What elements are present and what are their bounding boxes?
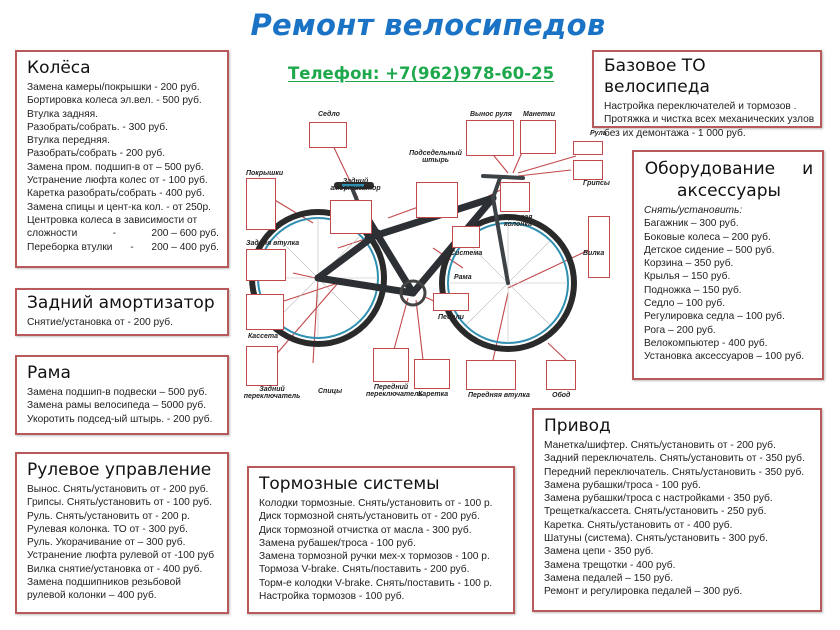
part-headset [500,182,530,212]
part-rim [546,360,576,390]
price-item: Диск тормозной отчистка от масла - 300 руб. [259,524,472,536]
price-item: без их демонтажа - 1 000 руб. [604,127,746,139]
label-headset: Рулевая колонка [503,214,533,228]
label-rear-derailleur: Задний переключатель [243,386,301,400]
label-saddle: Седло [318,111,340,118]
price-item: Торм-е колодки V-brake. Снять/поставить - 100 р. [259,577,493,589]
price-item: Снятие/установка от - 200 руб. [27,317,173,328]
section-wheels [15,50,229,268]
price-item: Замена спицы и цент-ка кол. - от 250р. [27,201,211,213]
price-item: Замена камеры/покрышки - 200 руб. [27,82,200,93]
price-item: Трещетка/кассета. Снять/установить - 250 руб. [544,506,767,518]
section-frame [15,355,229,435]
section-title: Задний амортизатор [27,293,215,313]
label-rim: Обод [552,392,571,399]
price-item: Замена подшип-в подвески – 500 руб. [27,387,208,398]
part-rear-derailleur [246,346,278,386]
price-item: Рога – 200 руб. [644,324,716,336]
price-item: Бортировка колеса эл.вел. - 500 руб. [27,95,202,107]
section-title: Колёса [27,58,91,78]
label-seatpost: Подседельный штырь [409,150,462,164]
label-rear-hub: Задняя втулка [246,240,300,247]
part-tires [246,178,276,230]
label-front-hub: Передняя втулка [468,392,530,399]
label-tires: Покрышки [246,170,284,177]
section-title: Тормозные системы [259,474,440,494]
item-dash: - [112,228,117,240]
price-item: Вынос. Снять/установить от - 200 руб. [27,484,209,495]
price-item: Багажник – 300 руб. [644,218,739,230]
section-title: Рулевое управление [27,460,212,480]
price-item: Замена рамы велосипеда – 5000 руб. [27,400,207,412]
section-title [644,158,814,202]
part-fork [588,216,610,278]
part-rear-shock [330,200,372,234]
part-bottom-bracket [414,359,450,389]
price-item: Каретка разобрать/собрать - 400 руб. [27,188,205,200]
label-crankset: Система [450,250,483,257]
price-item: Грипсы. Снять/установить от - 100 руб. [27,497,213,509]
section-title: Базовое ТО велосипеда [604,56,710,97]
part-stem [466,120,514,156]
price-item: Замена трещотки - 400 руб. [544,559,676,571]
price-item: Втулка передняя. [27,135,110,147]
section-steering [15,452,229,614]
part-cassette [246,294,284,330]
item-dash: - [130,241,134,253]
item-price: 200 – 600 руб. [151,228,219,240]
price-item: Ремонт и регулировка педалей – 300 руб. [544,586,743,598]
part-grips [573,160,603,180]
price-item: Детское сидение – 500 руб. [644,244,775,256]
price-item: Замена тормозной ручки мех-х тормозов - 100 р. [259,551,490,563]
price-item: Протяжка и чистка всех механических узлов [604,114,815,126]
section-brakes [247,466,515,614]
item-price: 200 – 400 руб. [151,241,219,253]
label-stem: Вынос руля [470,111,512,118]
price-item: Замена подшипников резьбовой [27,577,181,589]
price-item [27,227,219,240]
price-item: Руль. Снять/установить от - 200 р. [27,510,190,522]
price-item: Рулевая колонка. ТО от - 300 руб. [27,523,188,535]
price-item: Каретка. Снять/установить от - 400 руб. [544,519,733,531]
price-item: Устранение люфта рулевой от -100 руб [27,550,215,562]
price-item: Замена цепи - 350 руб. [544,546,654,558]
price-item: Настройка переключателей и тормозов . [604,101,797,112]
price-item: Велокомпьютер - 400 руб. [644,337,768,349]
part-handlebar [573,141,603,155]
price-item: Замена рубашки/троса - 100 руб. [544,479,701,491]
phone-number[interactable]: Телефон: +7(962)978-60-25 [288,64,555,83]
part-front-hub [466,360,516,390]
part-front-derailleur [373,348,409,382]
part-rear-hub [246,249,286,281]
section-subtitle: Снять/установить: [644,205,743,216]
price-item [27,241,219,254]
price-item: Установка аксессуаров – 100 руб. [644,351,805,363]
label-fork: Вилка [583,250,605,257]
label-pedals: Педали [438,314,464,321]
price-item: Руль. Укорачивание от – 300 руб. [27,537,186,549]
part-crankset [452,226,480,248]
title-line-1: Оборудование и [644,159,814,179]
price-item: Настройка тормозов - 100 руб. [259,591,405,603]
price-item: Седло – 100 руб. [644,298,726,310]
price-item: Разобрать/собрать. - 300 руб. [27,121,168,133]
label-spokes: Спицы [318,388,343,395]
section-drivetrain [532,408,822,612]
label-bottom-bracket: Каретка [418,391,449,398]
price-item: Втулка задняя. [27,108,98,120]
part-pedals [433,293,469,311]
section-accessories [632,150,824,380]
section-rear-shock [15,288,229,336]
part-shifters [520,120,556,154]
label-cassette: Кассета [248,333,278,340]
section-title: Привод [544,416,611,436]
price-item: Замена рубашки/троса с настройками - 350 руб. [544,493,773,505]
part-seatpost [416,182,458,218]
price-item: Манетка/шифтер. Снять/установить от - 200 руб. [544,440,776,451]
price-item: Передний переключатель. Снять/установить - 350 руб. [544,466,805,478]
bike-parts-diagram [238,98,610,400]
price-item: Диск тормозной снять/установить от - 200 руб. [259,511,480,523]
price-item: Замена пром. подшип-в от – 500 руб. [27,161,204,173]
price-item: Задний переключатель. Снять/установить от - 350 руб. [544,453,805,465]
price-item: Шатуны (система). Снять/установить - 300 руб. [544,533,768,545]
label-front-derailleur: Передний переключатель [366,384,423,398]
price-item: Крылья – 150 руб. [644,271,731,283]
item-label: Переборка втулки [27,241,113,253]
price-item: рулевой колонки – 400 руб. [27,590,157,602]
price-item: Корзина – 350 руб. [644,258,734,270]
price-item: Устранение люфта колес от - 100 руб. [27,175,208,187]
price-item: Центровка колеса в зависимости от [27,214,198,226]
price-item: Боковые колеса – 200 руб. [644,231,771,243]
price-item: Укоротить подсед-ый штырь. - 200 руб. [27,413,213,425]
label-frame: Рама [454,274,472,281]
price-item: Замена рубашек/троса - 100 руб. [259,537,416,549]
title-line-2: аксессуары [677,181,781,201]
page-title: Ремонт велосипедов [250,8,606,42]
price-item: Колодки тормозные. Снять/установить от - 100 р. [259,498,493,509]
label-rear-shock: Задний амортизатор [330,178,381,192]
price-item: Замена педалей – 150 руб. [544,572,674,584]
label-shifters: Манетки [523,111,555,118]
price-item: Регулировка седла – 100 руб. [644,311,785,323]
section-title: Рама [27,363,71,383]
part-saddle [309,122,347,148]
price-item: Разобрать/собрать - 200 руб. [27,148,166,160]
item-label: сложности [27,228,78,240]
price-item: Тормоза V-brake. Снять/поставить - 200 руб. [259,564,470,576]
price-item: Вилка снятие/установка от - 400 руб. [27,563,203,575]
label-grips: Грипсы [583,180,610,187]
label-handlebar: Руль [590,130,608,137]
price-item: Подножка – 150 руб. [644,284,742,296]
